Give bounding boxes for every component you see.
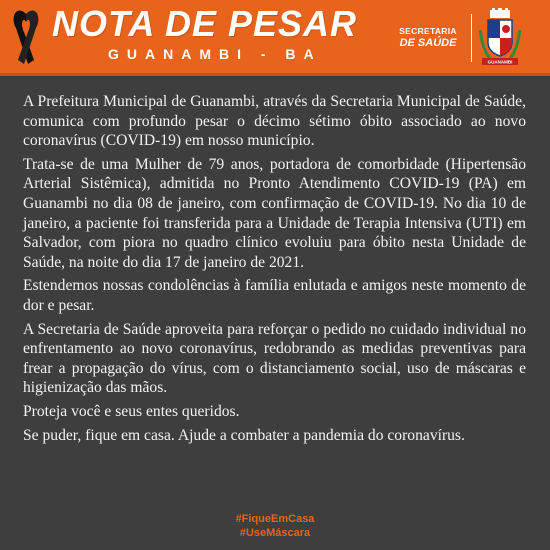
page-title: NOTA DE PESAR	[52, 3, 358, 44]
paragraph-stay-home: Se puder, fique em casa. Ajude a combater a pandemia do coronavírus.	[23, 426, 465, 444]
hashtag-use-mascara: #UseMáscara	[239, 527, 311, 539]
paragraph-intro: A Prefeitura Municipal de Guanambi, através da Secretaria Municipal de Saúde, comunica com profundo pesar o décimo sétimo óbito associado ao novo coronavírus (COVID-19) em nosso município.	[23, 93, 526, 150]
hashtags-footer	[0, 512, 550, 540]
header-divider	[471, 14, 472, 62]
mourning-ribbon-icon	[6, 4, 46, 70]
location-subtitle: GUANAMBI - BA	[108, 46, 322, 62]
secretaria-label	[388, 26, 468, 50]
paragraph-case-details: Trata-se de uma Mulher de 79 anos, portadora de comorbidade (Hipertensão Arterial Sistêmica), admitida no Pronto Atendimento COVID-19 (PA) em Guanambi no dia 08 de janeiro, com confirmação de COVID-19. No dia 10 de janeiro, a paciente foi transferida para a Unidade de Terapia Intensiva (UTI) em Salvador, com piora no quadro clínico evoluiu para óbito nesta Unidade de Saúde, na noite do dia 17 de janeiro de 2021.	[23, 155, 526, 271]
paragraph-prevention: A Secretaria de Saúde aproveita para reforçar o pedido no cuidado individual no enfrentamento ao novo coronavírus, redobrando as medidas preventivas para frear a propagação do vírus, com o distanciamento social, uso de máscaras e higienização das mãos.	[23, 320, 526, 397]
paragraph-protect: Proteja você e seus entes queridos.	[23, 402, 240, 420]
secretaria-label-bottom: DE SAÚDE	[399, 37, 457, 49]
header-banner	[0, 0, 550, 76]
hashtag-fique-em-casa: #FiqueEmCasa	[235, 513, 315, 525]
paragraph-condolences: Estendemos nossas condolências à família enlutada e amigos neste momento de dor e pesar.	[23, 277, 526, 314]
announcement-body	[23, 92, 526, 449]
city-crest-icon	[478, 8, 522, 68]
crest-ribbon-text: GUANAMBI	[487, 59, 513, 65]
secretaria-label-top: SECRETARIA	[399, 26, 457, 36]
